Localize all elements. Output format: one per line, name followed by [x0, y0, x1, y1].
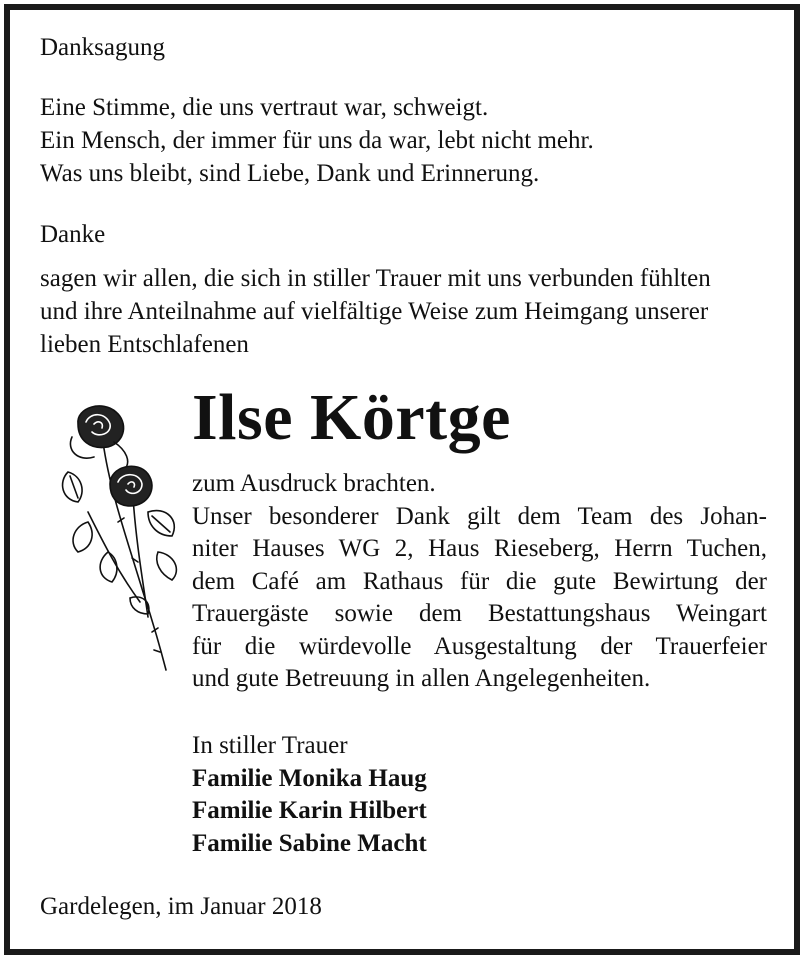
poem-line: Eine Stimme, die uns vertraut war, schweigt.: [40, 94, 489, 121]
poem-line: Ein Mensch, der immer für uns da war, lebt nicht mehr.: [40, 127, 594, 154]
mourning-label: In stiller Trauer: [192, 732, 348, 759]
heading-danksagung: Danksagung: [40, 34, 165, 61]
signature-block: [192, 730, 427, 860]
danke-label: Danke: [40, 221, 106, 248]
body-line: für die würdevolle Ausgestaltung der Trauerfeier: [192, 632, 767, 660]
place-date: Gardelegen, im Januar 2018: [40, 893, 322, 920]
family-name: Familie Karin Hilbert: [192, 797, 427, 824]
body-line: und gute Betreuung in allen Angelegenheiten.: [192, 665, 651, 692]
intro-line: lieben Entschlafenen: [40, 331, 249, 358]
rose-icon: [48, 402, 188, 677]
body-line: dem Café am Rathaus für die gute Bewirtung der: [192, 567, 767, 595]
body-line: Trauergäste sowie dem Bestattungshaus Weingart: [192, 600, 767, 627]
deceased-name: Ilse Körtge: [192, 381, 511, 454]
poem-line: Was uns bleibt, sind Liebe, Dank und Erinnerung.: [40, 160, 540, 187]
intro-line: sagen wir allen, die sich in stiller Trauer mit uns verbunden fühlten: [40, 265, 711, 292]
intro-line: und ihre Anteilnahme auf vielfältige Weise zum Heimgang unserer: [40, 298, 709, 325]
body-line: zum Ausdruck brachten.: [192, 470, 436, 497]
body-line: niter Hauses WG 2, Haus Rieseberg, Herrn Tuchen,: [192, 535, 767, 562]
family-name: Familie Monika Haug: [192, 764, 427, 792]
body-line: Unser besonderer Dank gilt dem Team des Johan-: [192, 502, 767, 530]
obituary-card: [4, 4, 800, 955]
body-text: [192, 468, 767, 696]
family-name: Familie Sabine Macht: [192, 829, 427, 857]
